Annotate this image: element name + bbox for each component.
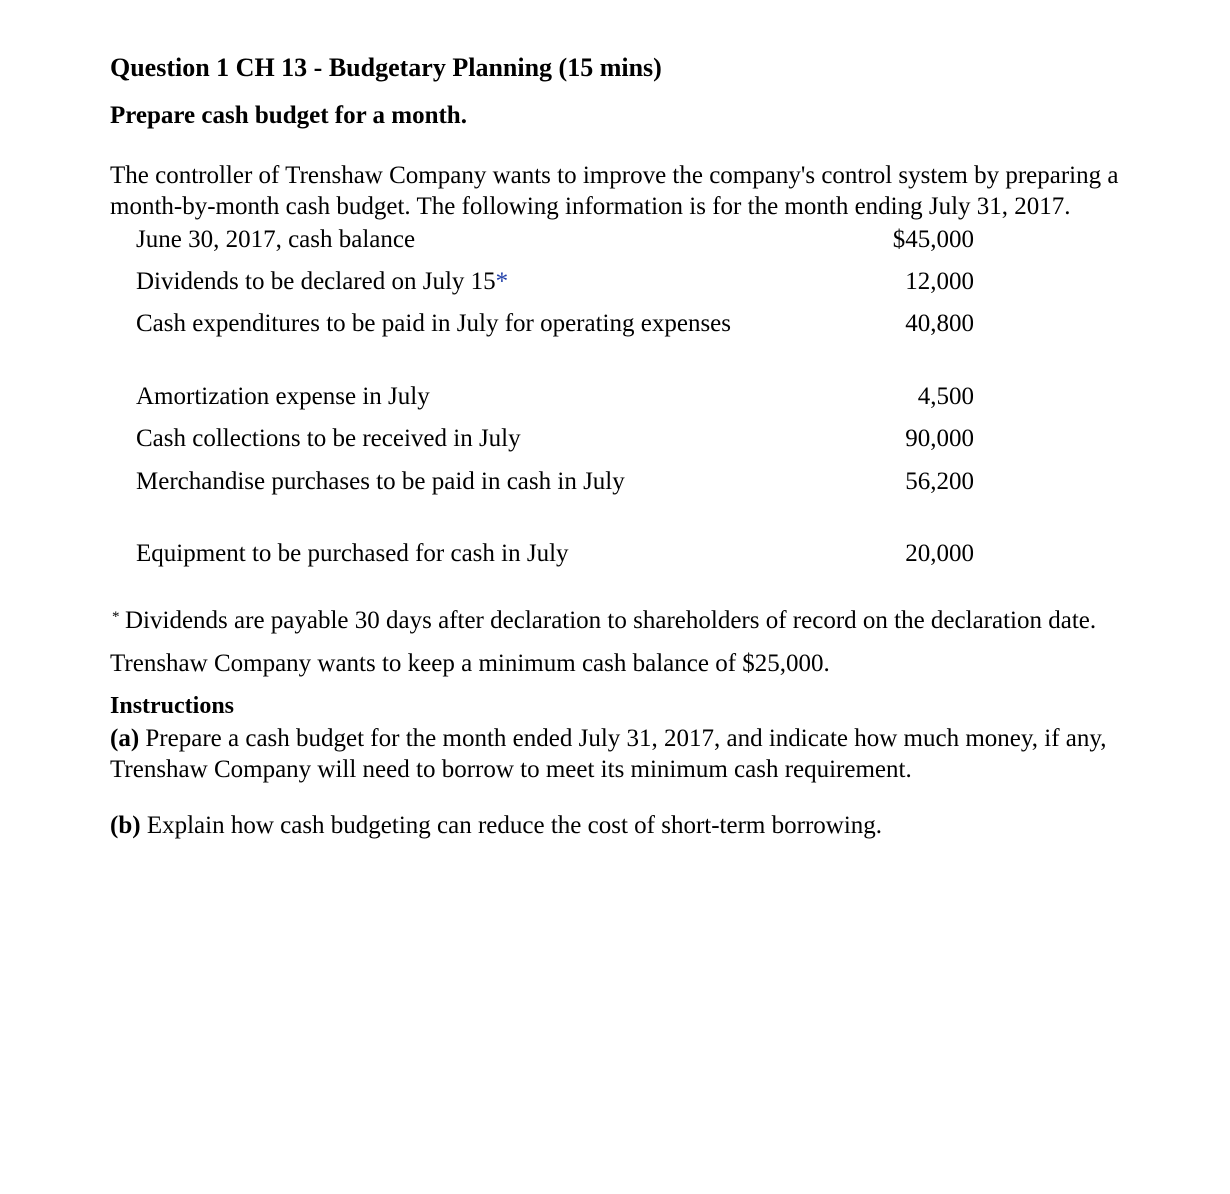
instruction-b-label: (b) xyxy=(110,812,141,839)
instruction-a xyxy=(110,723,1200,785)
minimum-balance-note: Trenshaw Company wants to keep a minimum cash balance of $25,000. xyxy=(110,650,830,677)
instruction-a-text: Prepare a cash budget for the month ended July 31, 2017, and indicate how much money, if any, Trenshaw Company will need to borrow to meet its minimum cash requirement. xyxy=(110,725,1107,783)
question-subtitle: Prepare cash budget for a month. xyxy=(110,102,467,129)
item-label-operating-expenses: Cash expenditures to be paid in July for operating expenses xyxy=(136,310,731,337)
question-title: Question 1 CH 13 - Budgetary Planning (15 mins) xyxy=(110,53,662,82)
instruction-b xyxy=(110,812,882,840)
item-value-dividends: 12,000 xyxy=(905,268,974,295)
item-label-amortization: Amortization expense in July xyxy=(136,383,430,410)
instruction-b-text: Explain how cash budgeting can reduce the cost of short-term borrowing. xyxy=(146,812,883,839)
instructions-heading: Instructions xyxy=(110,693,235,719)
instruction-a-label: (a) xyxy=(110,725,140,752)
item-value-amortization: 4,500 xyxy=(917,383,974,410)
item-label-equipment: Equipment to be purchased for cash in July xyxy=(136,540,569,567)
item-value-cash-collections: 90,000 xyxy=(905,425,974,452)
item-label-dividends xyxy=(136,268,508,296)
intro-paragraph: The controller of Trenshaw Company wants to improve the company's control system by preparing a month-by-month cash budget. The following information is for the month ending July 31, 2017. xyxy=(110,162,1119,220)
item-label-cash-collections: Cash collections to be received in July xyxy=(136,425,521,452)
item-label-cash-balance: June 30, 2017, cash balance xyxy=(136,226,416,253)
item-value-cash-balance: $45,000 xyxy=(892,226,974,253)
footnote-marker: * xyxy=(112,609,120,625)
item-label-dividends-text: Dividends to be declared on July 15 xyxy=(136,268,496,295)
dividends-asterisk: * xyxy=(495,268,509,295)
item-value-merchandise-purchases: 56,200 xyxy=(905,468,974,495)
item-value-equipment: 20,000 xyxy=(905,540,974,567)
footnote-text: Dividends are payable 30 days after declaration to shareholders of record on the declaration date. xyxy=(125,607,1097,634)
item-value-operating-expenses: 40,800 xyxy=(905,310,974,337)
item-label-merchandise-purchases: Merchandise purchases to be paid in cash in July xyxy=(136,468,625,495)
